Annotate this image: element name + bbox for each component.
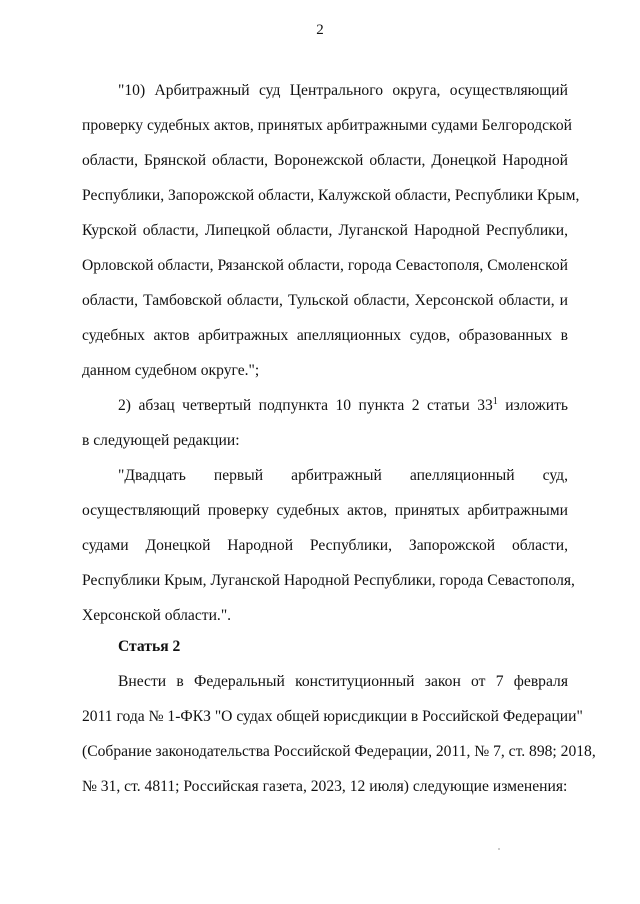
paragraph-line: "10) Арбитражный суд Центрального округа, осуществляющий (118, 82, 568, 99)
paragraph-line: Внести в Федеральный конституционный закон от 7 февраля (118, 673, 568, 690)
paragraph-line: № 31, ст. 4811; Российская газета, 2023, 12 июля) следующие изменения: (82, 778, 568, 795)
page-number: 2 (316, 22, 324, 38)
paragraph-line: (Собрание законодательства Российской Федерации, 2011, № 7, ст. 898; 2018, (82, 743, 596, 760)
paragraph-line: Республики, Запорожской области, Калужской области, Республики Крым, (82, 187, 580, 204)
scan-speck (498, 848, 500, 850)
paragraph-line: проверку судебных актов, принятых арбитражными судами Белгородской (82, 117, 572, 134)
amendment-text-end: изложить (497, 397, 568, 414)
paragraph-line: области, Тамбовской области, Тульской области, Херсонской области, и (82, 292, 568, 309)
paragraph-line: Орловской области, Рязанской области, города Севастополя, Смоленской (82, 257, 568, 274)
paragraph-line: судебных актов арбитражных апелляционных судов, образованных в (82, 327, 568, 344)
paragraph-line: Республики Крым, Луганской Народной Республики, города Севастополя, (82, 572, 575, 589)
paragraph-line: осуществляющий проверку судебных актов, принятых арбитражными (82, 502, 568, 519)
paragraph-line-with-superscript (118, 396, 568, 416)
paragraph-line: судами Донецкой Народной Республики, Запорожской области, (82, 537, 568, 554)
amendment-text: 2) абзац четвертый подпункта 10 пункта 2 статьи 33 (118, 397, 493, 414)
paragraph-line: Херсонской области.". (82, 607, 232, 624)
paragraph-line: данном судебном округе."; (82, 362, 260, 379)
paragraph-line: в следующей редакции: (82, 432, 240, 449)
article-heading: Статья 2 (118, 638, 181, 655)
article-superscript: 1 (492, 396, 498, 407)
paragraph-line: Курской области, Липецкой области, Луганской Народной Республики, (82, 222, 568, 239)
paragraph-line: "Двадцать первый арбитражный апелляционный суд, (118, 467, 568, 484)
paragraph-line: области, Брянской области, Воронежской области, Донецкой Народной (82, 152, 568, 169)
paragraph-line: 2011 года № 1-ФКЗ "О судах общей юрисдикции в Российской Федерации" (82, 708, 583, 725)
